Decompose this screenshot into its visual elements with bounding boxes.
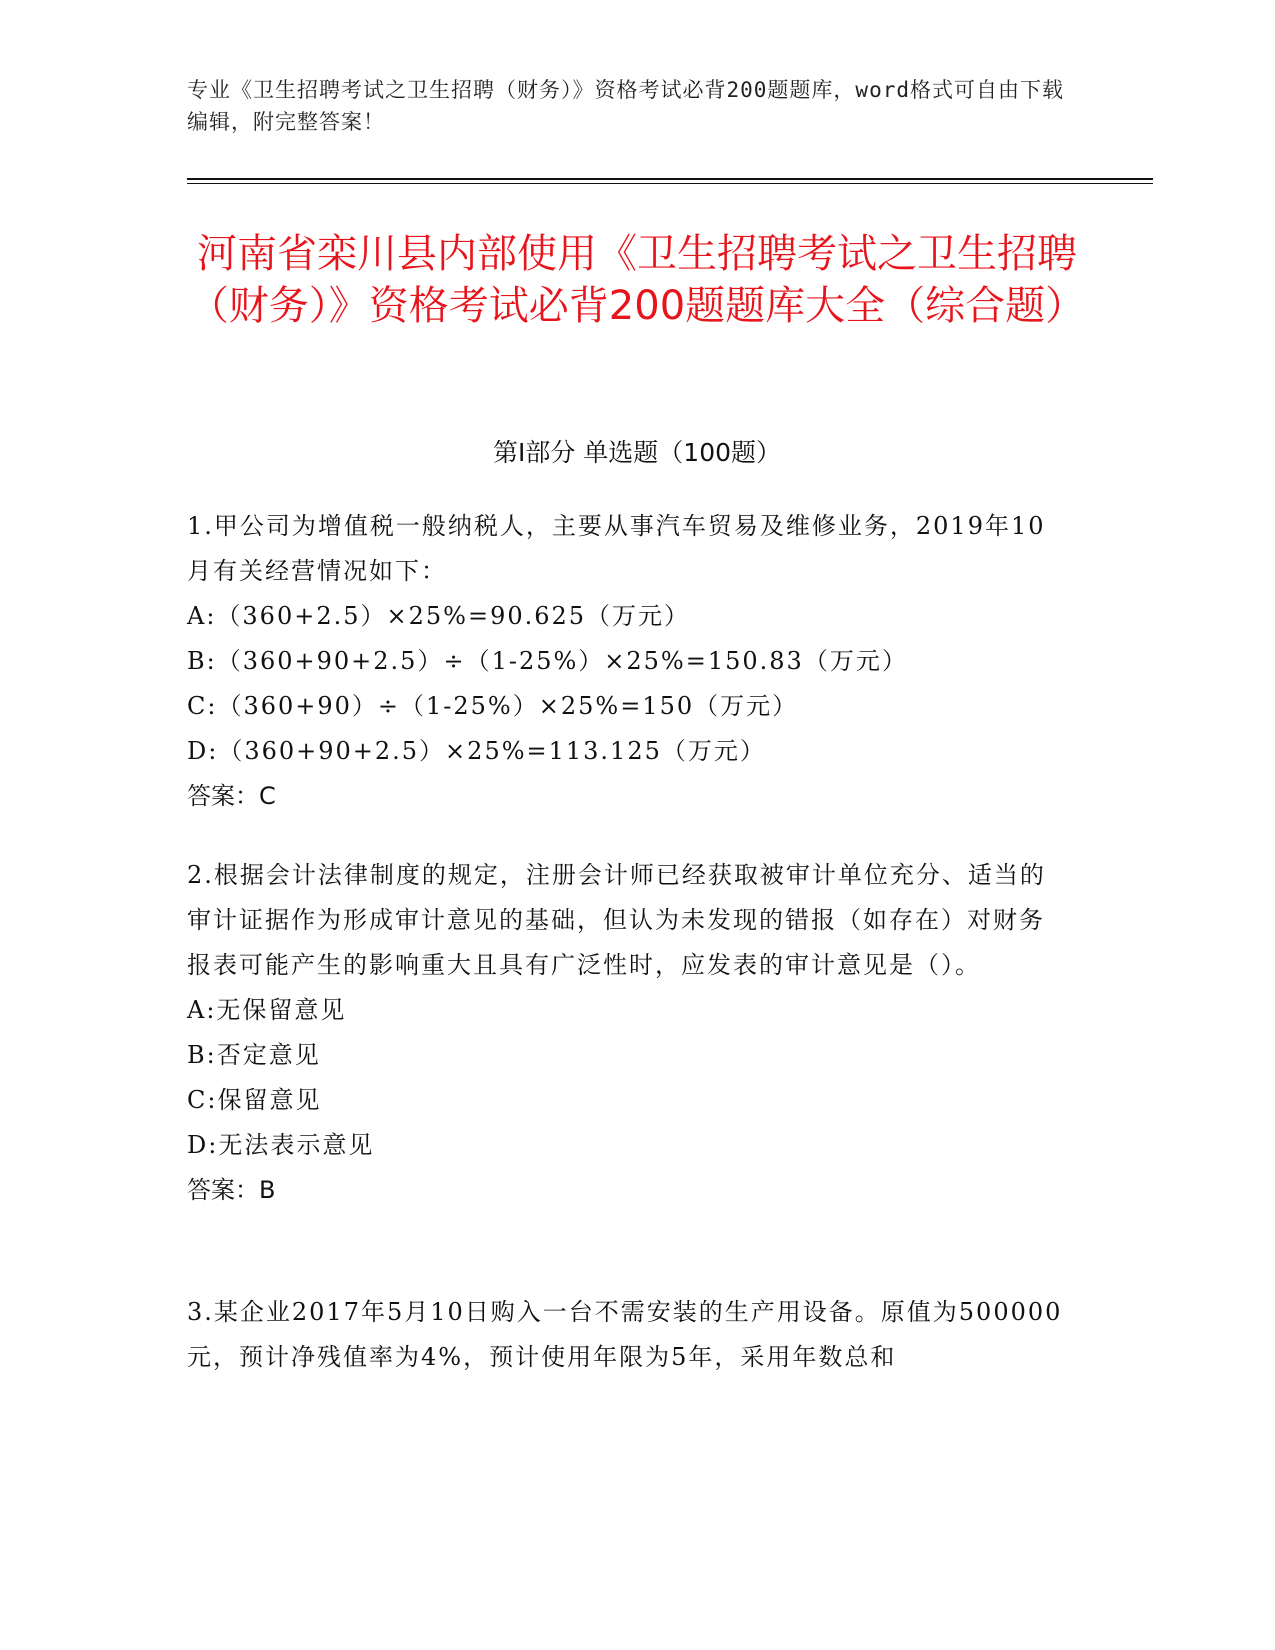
option-a: A:无保留意见 — [187, 996, 347, 1024]
answer: 答案：B — [187, 1176, 276, 1204]
option-b: B:（360+90+2.5）÷（1-25%）×25%=150.83（万元） — [187, 647, 908, 675]
question-stem: 3.某企业2017年5月10日购入一台不需安装的生产用设备。原值为500000元，预计净残值率为4%，预计使用年限为5年，采用年数总和 — [187, 1298, 1063, 1371]
header-note: 专业《卫生招聘考试之卫生招聘（财务）》资格考试必背200题题库，word格式可自由下载编辑，附完整答案！ — [187, 78, 1064, 134]
question-2 — [187, 853, 1067, 1213]
section-heading: 第I部分 单选题（100题） — [492, 438, 782, 467]
question-stem: 1.甲公司为增值税一般纳税人，主要从事汽车贸易及维修业务，2019年10月有关经营情况如下： — [187, 512, 1046, 585]
option-c: C:（360+90）÷（1-25%）×25%=150（万元） — [187, 692, 799, 720]
header-divider-thin — [187, 183, 1153, 184]
option-d: D:（360+90+2.5）×25%=113.125（万元） — [187, 737, 766, 765]
option-d: D:无法表示意见 — [187, 1131, 375, 1159]
option-b: B:否定意见 — [187, 1041, 321, 1069]
header-divider-thick — [187, 178, 1153, 180]
question-3 — [187, 1290, 1067, 1380]
option-c: C:保留意见 — [187, 1086, 322, 1114]
question-1 — [187, 504, 1067, 819]
option-a: A:（360+2.5）×25%=90.625（万元） — [187, 602, 691, 630]
document-title: 河南省栾川县内部使用《卫生招聘考试之卫生招聘（财务）》资格考试必背200题题库大全（综合题） — [188, 231, 1086, 329]
question-stem: 2.根据会计法律制度的规定，注册会计师已经获取被审计单位充分、适当的审计证据作为形成审计意见的基础，但认为未发现的错报（如存在）对财务报表可能产生的影响重大且具有广泛性时，应发表的审计意见是（）。 — [187, 861, 1046, 979]
answer: 答案：C — [187, 782, 276, 810]
